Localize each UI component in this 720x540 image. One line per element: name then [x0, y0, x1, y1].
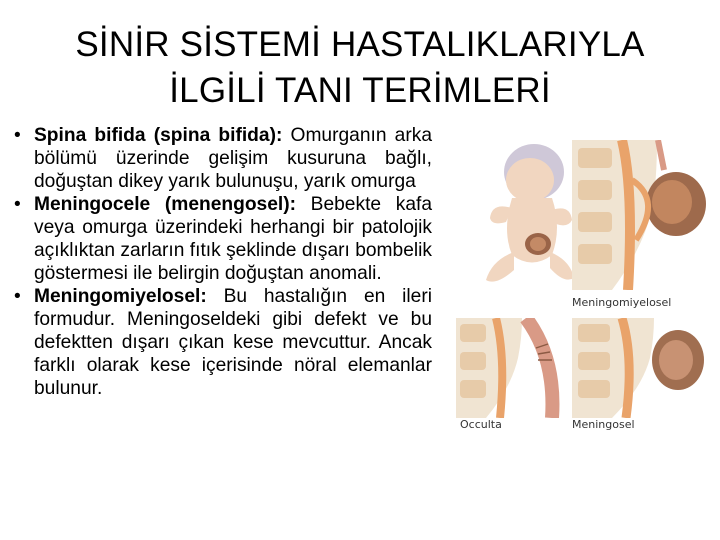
- label-occulta: Occulta: [460, 418, 502, 431]
- meningomyelocele-panel: [572, 140, 714, 290]
- occulta-panel: [456, 318, 568, 418]
- bullet-meningocele: [14, 193, 432, 285]
- spina-bifida-illustration: [454, 140, 716, 440]
- term-spina-bifida: Spina bifida (spina bifida):: [34, 125, 283, 146]
- bullet-list: [14, 124, 432, 400]
- bullet-spina-bifida: [14, 124, 432, 193]
- page-title: [60, 22, 660, 114]
- baby-illustration: [472, 140, 582, 290]
- title-line-2: İLGİLİ TANI TERİMLERİ: [169, 71, 551, 110]
- label-meningomyelocele: Meningomiyelosel: [572, 296, 672, 309]
- definition-spina-bifida: Omurganın arka bölümü üzerinde gelişim kusuruna bağlı, doğuştan dikey yarık bulunuşu, yarık omurga: [34, 125, 432, 192]
- term-meningomyelocele: Meningomiyelosel:: [34, 286, 207, 307]
- label-meningocele: Meningosel: [572, 418, 635, 431]
- meningocele-panel: [572, 318, 714, 418]
- definition-meningomyelocele: Bu hastalığın en ileri formudur. Meningoseldeki gibi defekt ve bu defektten dışarı çıkan kese mevcuttur. Ancak farklı olarak kese içerisinde nöral elemanlar bulunur.: [34, 286, 432, 399]
- bullet-meningomyelocele: [14, 285, 432, 400]
- definition-meningocele: Bebekte kafa veya omurga üzerindeki herhangi bir patolojik açıklıktan zarların fıtık şeklinde dışarı bombelik göstermesi ile belirgin doğuştan anomali.: [34, 194, 432, 284]
- term-meningocele: Meningocele (menengosel):: [34, 194, 296, 215]
- title-line-1: SİNİR SİSTEMİ HASTALIKLARIYLA: [75, 25, 645, 64]
